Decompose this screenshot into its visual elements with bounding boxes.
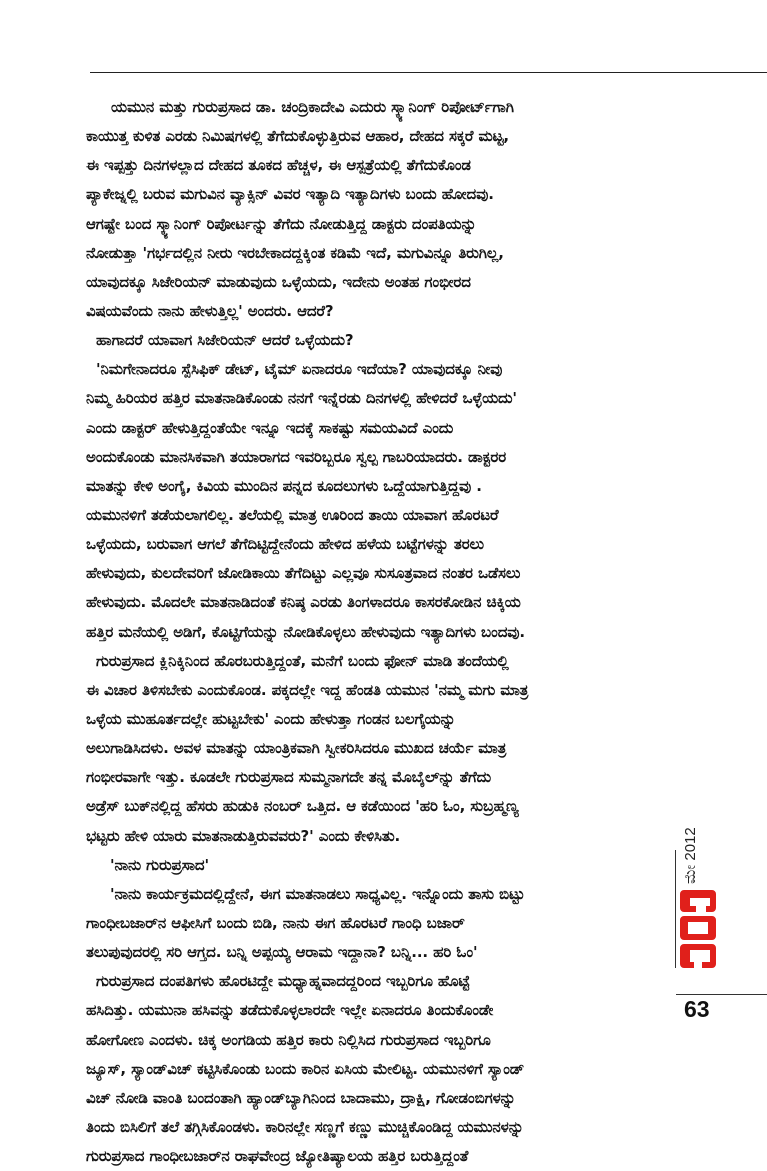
article-line: ಯಮುನ ಮತ್ತು ಗುರುಪ್ರಸಾದ ಡಾ. ಚಂದ್ರಿಕಾದೇವಿ ಎದುರು ಸ್ಕ್ಯಾನಿಂಗ್ ರಿಪೋರ್ಟ್‌ಗಾಗಿ [111, 98, 514, 116]
article-line: ನಿಮ್ಮ ಹಿರಿಯರ ಹತ್ತಿರ ಮಾತನಾಡಿಕೊಂಡು ನನಗೆ ಇನ್ನೆರಡು ದಿನಗಳಲ್ಲಿ ಹೇಳಿದರೆ ಒಳ್ಳೆಯದು' [86, 389, 517, 408]
article-line: ಪ್ಯಾಕೇಜ್ನಲ್ಲಿ ಬರುವ ಮಗುವಿನ ವ್ಯಾಕ್ಸಿನ್ ವಿವರ ಇತ್ಯಾದಿ ಇತ್ಯಾದಿಗಳು ಬಂದು ಹೋದವು. [86, 185, 494, 204]
issue-date: ಮೇ 2012 [682, 827, 699, 884]
article-line: ತಿಂದು ಬಿಸಿಲಿಗೆ ತಲೆ ತಗ್ಗಿಸಿಕೊಂಡಳು. ಕಾರಿನಲ್ಲೇ ಸಣ್ಣಗೆ ಕಣ್ಣು ಮುಚ್ಚಿಕೊಂಡಿದ್ದ ಯಮುನಳನ್ನು [86, 1117, 524, 1136]
article-line: ಯಾವುದಕ್ಕೂ ಸಿಜೇರಿಯನ್ ಮಾಡುವುದು ಒಳ್ಳೆಯದು, ಇದೇನು ಅಂತಹ ಗಂಭೀರದ [86, 272, 471, 291]
article-line: ಯಮುನಳಿಗೆ ತಡೆಯಲಾಗಲಿಲ್ಲ. ತಲೆಯಲ್ಲಿ ಮಾತ್ರ ಊರಿಂದ ತಾಯಿ ಯಾವಾಗ ಹೊರಟರೆ [86, 505, 499, 524]
article-line: ಗುರುಪ್ರಸಾದ ಗಾಂಧೀಬಜಾರ್‌ನ ರಾಘವೇಂದ್ರ ಜ್ಯೋತಿಷ್ಯಾಲಯ ಹತ್ತಿರ ಬರುತ್ತಿದ್ದಂತೆ [86, 1147, 469, 1166]
article-line: ಆಗಷ್ಟೇ ಬಂದ ಸ್ಕ್ಯಾನಿಂಗ್ ರಿಪೋರ್ಟನ್ನು ತೆಗೆದು ನೋಡುತ್ತಿದ್ದ ಡಾಕ್ಟರು ದಂಪತಿಯನ್ನು [86, 214, 477, 233]
article-body [86, 93, 656, 1171]
page-number: 63 [684, 996, 710, 1022]
article-line: 'ನಿಮಗೇನಾದರೂ ಸ್ಪೆಸಿಫಿಕ್ ಡೇಟ್, ಟೈಮ್ ಏನಾದರೂ ಇದೆಯಾ? ಯಾವುದಕ್ಕೂ ನೀವು [96, 360, 503, 379]
article-line: ಭಟ್ಟರು ಹೇಳಿ ಯಾರು ಮಾತನಾಡುತ್ತಿರುವವರು?' ಎಂದು ಕೇಳಿಸಿತು. [86, 826, 401, 845]
article-line: ಈ ಇಪ್ಪತ್ತು ದಿನಗಳಲ್ಲಾದ ದೇಹದ ತೂಕದ ಹೆಚ್ಚಳ, ಈ ಆಸ್ಪತ್ರೆಯಲ್ಲಿ ತೆಗೆದುಕೊಂಡ [86, 156, 471, 175]
header-rule [90, 72, 767, 73]
article-line: ಮಾತನ್ನು ಕೇಳಿ ಅಂಗೈ, ಕಿವಿಯ ಮುಂದಿನ ಪನ್ನದ ಕೂದಲುಗಳು ಒದ್ದೆಯಾಗುತ್ತಿದ್ದವು . [86, 476, 482, 495]
masthead-divider [675, 850, 676, 968]
article-line: ಗಾಂಧೀಬಜಾರ್‌ನ ಆಫೀಸಿಗೆ ಬಂದು ಬಿಡಿ, ನಾನು ಈಗ ಹೊರಟರೆ ಗಾಂಧಿ ಬಜಾರ್ [86, 913, 465, 932]
article-line: ಗುರುಪ್ರಸಾದ ದಂಪತಿಗಳು ಹೊರಟಿದ್ದೇ ಮಧ್ಯಾಹ್ನವಾದದ್ದರಿಂದ ಇಬ್ಬರಿಗೂ ಹೊಟ್ಟೆ [96, 972, 470, 991]
article-line: ಅಡ್ರೆಸ್ ಬುಕ್‌ನಲ್ಲಿದ್ದ ಹೆಸರು ಹುಡುಕಿ ನಂಬರ್ ಒತ್ತಿದ. ಆ ಕಡೆಯಿಂದ 'ಹರಿ ಓಂ, ಸುಬ್ರಹ್ಮಣ್ಯ [86, 797, 519, 816]
mayura-logo-icon [680, 888, 718, 970]
article-line: ವಿಚ್ ನೋಡಿ ವಾಂತಿ ಬಂದಂತಾಗಿ ಹ್ಯಾಂಡ್‌ಬ್ಯಾಗಿನಿಂದ ಬಾದಾಮು, ದ್ರಾಕ್ಷಿ, ಗೋಡಂಬಿಗಳನ್ನು [86, 1088, 516, 1107]
article-line: ಒಳ್ಳೆಯ ಮುಹೂರ್ತದಲ್ಲೇ ಹುಟ್ಟಬೇಕು' ಎಂದು ಹೇಳುತ್ತಾ ಗಂಡನ ಬಲಗೈಯನ್ನು [86, 709, 456, 728]
article-line: ಹತ್ತಿರ ಮನೆಯಲ್ಲಿ ಅಡಿಗೆ, ಕೊಟ್ಟಿಗೆಯನ್ನು ನೋಡಿಕೊಳ್ಳಲು ಹೇಳುವುದು ಇತ್ಯಾದಿಗಳು ಬಂದವು. [86, 622, 526, 641]
article-line: ಗುರುಪ್ರಸಾದ ಕ್ಲಿನಿಕ್ಕಿನಿಂದ ಹೊರಬರುತ್ತಿದ್ದಂತೆ, ಮನೆಗೆ ಬಂದು ಫೋನ್ ಮಾಡಿ ತಂದೆಯಲ್ಲಿ [96, 651, 509, 670]
article-line: ಅಲುಗಾಡಿಸಿದಳು. ಅವಳ ಮಾತನ್ನು ಯಾಂತ್ರಿಕವಾಗಿ ಸ್ವೀಕರಿಸಿದರೂ ಮುಖದ ಚರ್ಯೆ ಮಾತ್ರ [86, 739, 507, 758]
footer-rule [676, 994, 767, 995]
article-line: ಹೇಳುವುದು. ಮೊದಲೇ ಮಾತನಾಡಿದಂತೆ ಕನಿಷ್ಠ ಎರಡು ತಿಂಗಳಾದರೂ ಕಾಸರಕೋಡಿನ ಚಿಕ್ಕಿಯ [86, 593, 521, 612]
article-line: ಹಾಗಾದರೆ ಯಾವಾಗ ಸಿಜೇರಿಯನ್ ಆದರೆ ಒಳ್ಳೆಯದು? [96, 331, 354, 350]
article-line: ಹೇಳುವುದು, ಕುಲದೇವರಿಗೆ ಜೋಡಿಕಾಯಿ ತೆಗೆದಿಟ್ಟು ಎಲ್ಲವೂ ಸುಸೂತ್ರವಾದ ನಂತರ ಒಡೆಸಲು [86, 564, 521, 583]
article-line: ತಲುಪುವುದರಲ್ಲಿ ಸರಿ ಆಗ್ತದ. ಬನ್ನಿ ಅಪ್ಪಯ್ಯ ಆರಾಮ ಇದ್ದಾನಾ? ಬನ್ನಿ... ಹರಿ ಓಂ' [86, 943, 478, 962]
article-line: ಹಸಿದಿತ್ತು. ಯಮುನಾ ಹಸಿವನ್ನು ತಡೆದುಕೊಳ್ಳಲಾರದೇ ಇಲ್ಲೇ ಏನಾದರೂ ತಿಂದುಕೊಂಡೇ [86, 1001, 494, 1020]
article-line: ಕಾಯುತ್ತ ಕುಳಿತ ಎರಡು ನಿಮಿಷಗಳಲ್ಲಿ ತೆಗೆದುಕೊಳ್ಳುತ್ತಿರುವ ಆಹಾರ, ದೇಹದ ಸಕ್ಕರೆ ಮಟ್ಟ, [86, 127, 509, 146]
article-line: ಹೋಗೋಣ ಎಂದಳು. ಚಿಕ್ಕ ಅಂಗಡಿಯ ಹತ್ತಿರ ಕಾರು ನಿಲ್ಲಿಸಿದ ಗುರುಪ್ರಸಾದ ಇಬ್ಬರಿಗೂ [86, 1030, 491, 1049]
article-line: ನೋಡುತ್ತಾ 'ಗರ್ಭದಲ್ಲಿನ ನೀರು ಇರಬೇಕಾದದ್ದಕ್ಕಿಂತ ಕಡಿಮೆ ಇದೆ, ಮಗುವಿನ್ನೂ ತಿರುಗಿಲ್ಲ, [86, 243, 504, 262]
article-line: ಈ ವಿಚಾರ ತಿಳಿಸಬೇಕು ಎಂದುಕೊಂಡ. ಪಕ್ಕದಲ್ಲೇ ಇದ್ದ ಹೆಂಡತಿ ಯಮುನ 'ನಮ್ಮ ಮಗು ಮಾತ್ರ [86, 680, 529, 699]
article-line: ವಿಷಯವೆಂದು ನಾನು ಹೇಳುತ್ತಿಲ್ಲ' ಅಂದರು. ಆದರೆ? [86, 301, 334, 320]
article-line: ಜ್ಯೂಸ್, ಸ್ಯಾಂಡ್‌ವಿಚ್ ಕಟ್ಟಿಸಿಕೊಂಡು ಬಂದು ಕಾರಿನ ಏಸಿಯ ಮೇಲಿಟ್ಟ. ಯಮುನಳಿಗೆ ಸ್ಯಾಂಡ್ [86, 1059, 525, 1078]
article-line: ಅಂದುಕೊಂಡು ಮಾನಸಿಕವಾಗಿ ತಯಾರಾಗದ ಇವರಿಬ್ಬರೂ ಸ್ವಲ್ಪ ಗಾಬರಿಯಾದರು. ಡಾಕ್ಟರರ [86, 447, 507, 466]
article-line: 'ನಾನು ಗುರುಪ್ರಸಾದ' [110, 855, 209, 874]
article-line: ಒಳ್ಳೆಯದು, ಬರುವಾಗ ಆಗಲೆ ತೆಗೆದಿಟ್ಟಿದ್ದೇನೆಂದು ಹೇಳಿದ ಹಳೆಯ ಬಟ್ಟೆಗಳನ್ನು ತರಲು [86, 535, 484, 554]
article-line: ಗಂಭೀರವಾಗೇ ಇತ್ತು. ಕೂಡಲೇ ಗುರುಪ್ರಸಾದ ಸುಮ್ಮನಾಗದೇ ತನ್ನ ಮೊಬೈಲ್‌ನ್ನು ತೆಗೆದು [86, 768, 492, 787]
article-line: ಎಂದು ಡಾಕ್ಟರ್ ಹೇಳುತ್ತಿದ್ದಂತೆಯೇ ಇನ್ನೂ ಇದಕ್ಕೆ ಸಾಕಷ್ಟು ಸಮಯವಿದೆ ಎಂದು [86, 418, 454, 437]
article-line: 'ನಾನು ಕಾರ್ಯಕ್ರಮದಲ್ಲಿದ್ದೇನೆ, ಈಗ ಮಾತನಾಡಲು ಸಾಧ್ಯವಿಲ್ಲ. ಇನ್ನೊಂದು ತಾಸು ಬಿಟ್ಟು [110, 884, 525, 903]
